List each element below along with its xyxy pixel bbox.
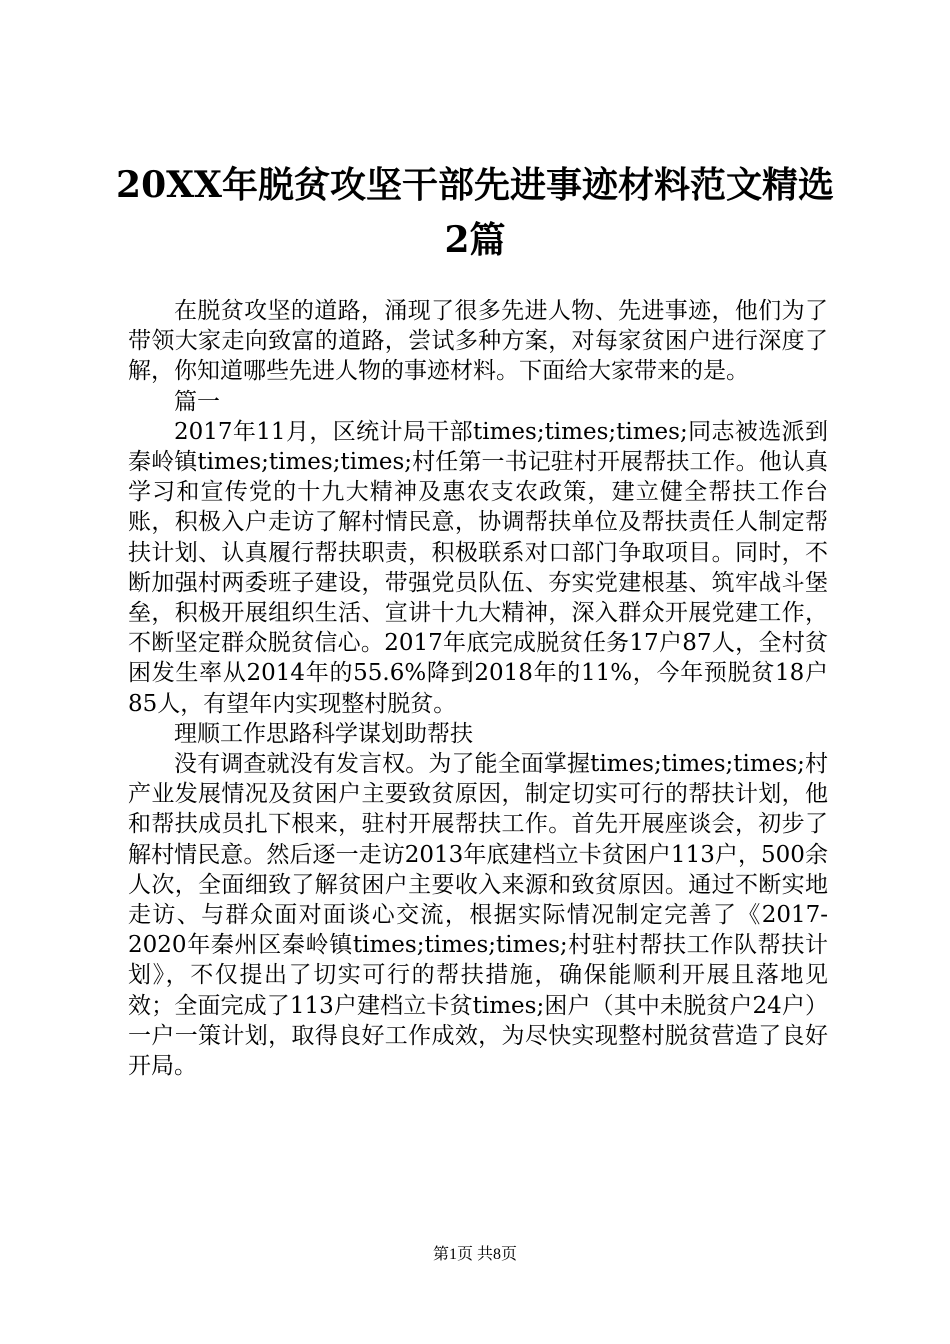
paragraph-summary: 2017年11月，区统计局干部times;times;times;同志被选派到秦岭镇times;times;times;村任第一书记驻村开展帮扶工作。他认真学习和宣传党的十九大精神及惠农支农政策，建立健全帮扶工作台账，积极入户走访了解村情民意，协调帮扶单位及帮扶责任人制定帮扶计划、认真履行帮扶职责，积极联系对口部门争取项目。同时，不断加强村两委班子建设，带强党员队伍、夯实党建根基、筑牢战斗堡垒，积极开展组织生活、宣讲十九大精神，深入群众开展党建工作，不断坚定群众脱贫信心。2017年底完成脱贫任务17户87人，全村贫困发生率从2014年的55.6%降到2018年的11%，今年预脱贫18户85人，有望年内实现整村脱贫。 bbox=[128, 418, 828, 717]
section-subheading: 理顺工作思路科学谋划助帮扶 bbox=[174, 720, 473, 747]
paragraph-intro: 在脱贫攻坚的道路，涌现了很多先进人物、先进事迹，他们为了带领大家走向致富的道路，尝试多种方案，对每家贫困户进行深度了解，你知道哪些先进人物的事迹材料。下面给大家带来的是。 bbox=[128, 298, 828, 385]
section-heading-part-one: 篇一 bbox=[174, 388, 220, 415]
document-title: 20XX年脱贫攻坚干部先进事迹材料范文精选2篇 bbox=[116, 164, 834, 261]
document-body bbox=[128, 296, 828, 1081]
page-footer: 第1页 共8页 bbox=[432, 1246, 517, 1263]
paragraph-detail: 没有调查就没有发言权。为了能全面掌握times;times;times;村产业发展情况及贫困户主要致贫原因，制定切实可行的帮扶计划，他和帮扶成员扎下根来，驻村开展帮扶工作。首先开展座谈会，初步了解村情民意。然后逐一走访2013年底建档立卡贫困户113户，500余人次，全面细致了解贫困户主要收入来源和致贫原因。通过不断实地走访、与群众面对面谈心交流，根据实际情况制定完善了《2017-2020年秦州区秦岭镇times;times;times;村驻村帮扶工作队帮扶计划》，不仅提出了切实可行的帮扶措施，确保能顺利开展且落地见效；全面完成了113户建档立卡贫times;困户（其中未脱贫户24户）一户一策计划，取得良好工作成效，为尽快实现整村脱贫营造了良好开局。 bbox=[128, 751, 828, 1080]
